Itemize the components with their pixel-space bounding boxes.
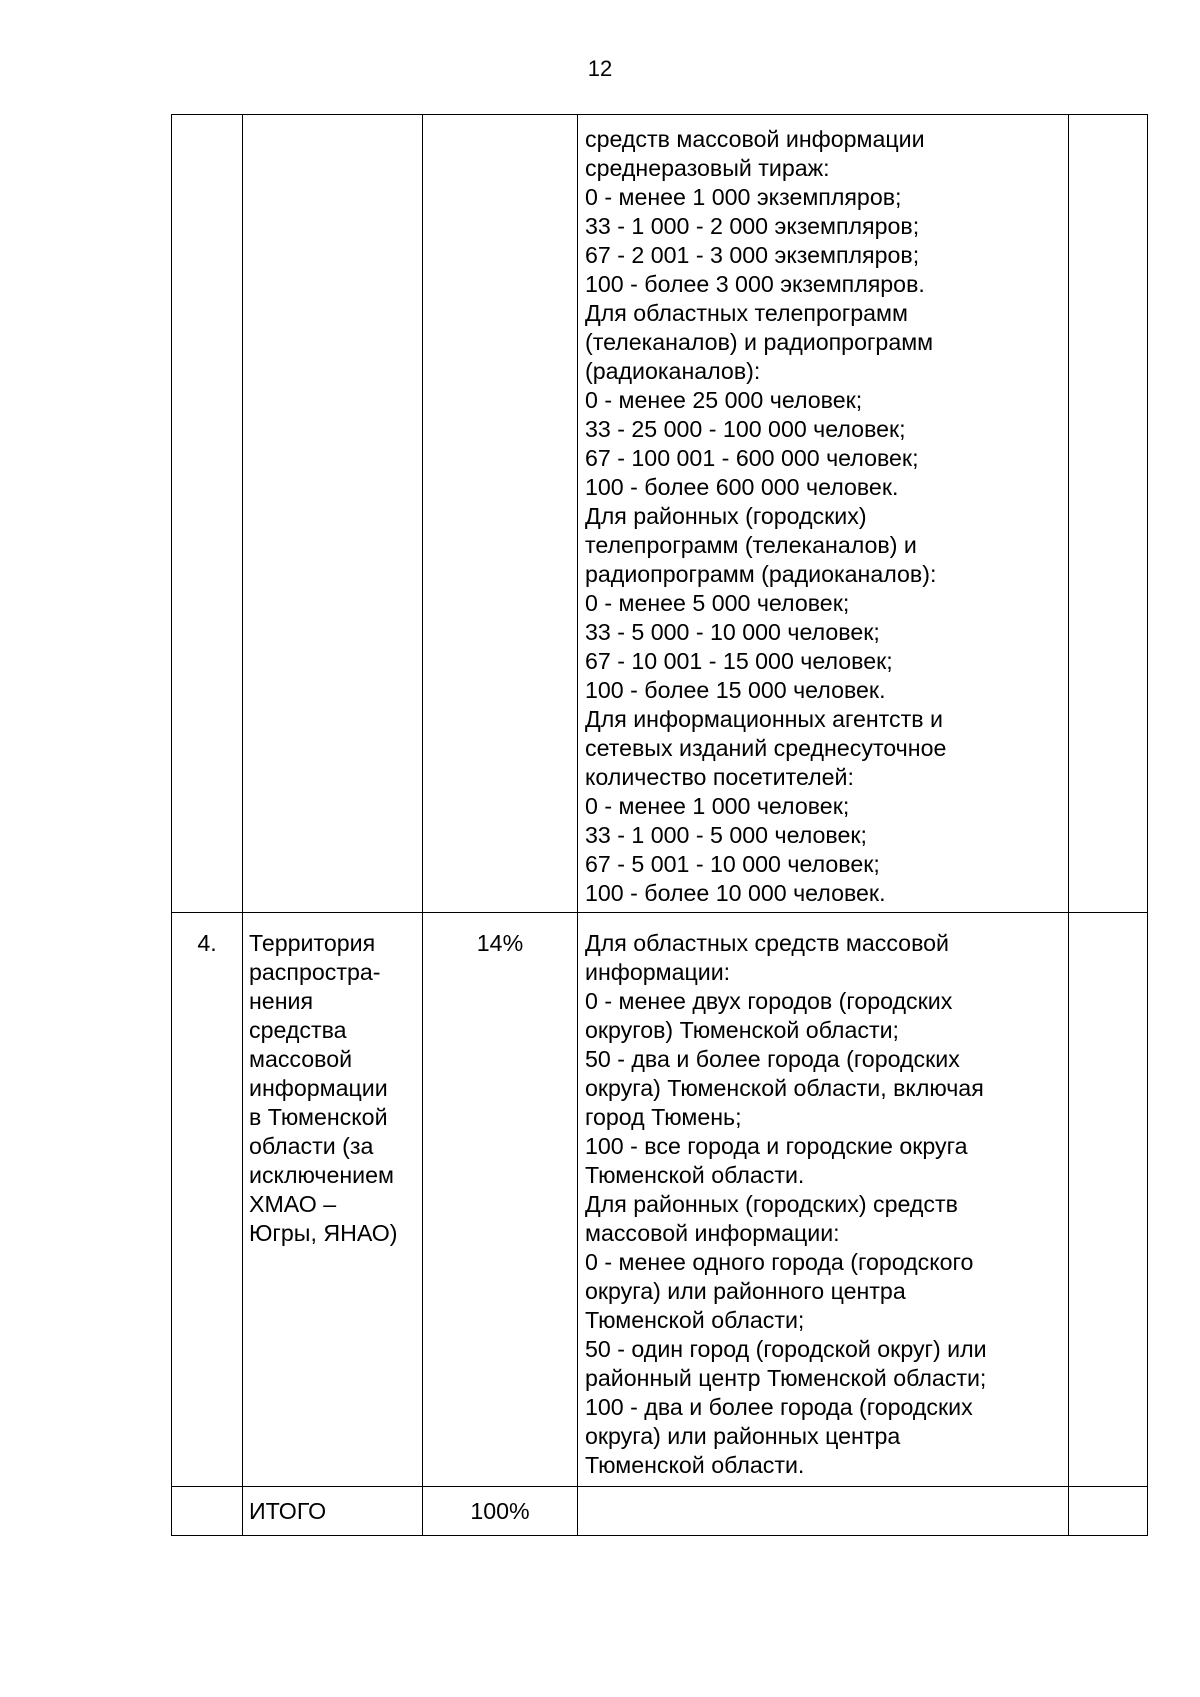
text-line: Для районных (городских) (585, 503, 867, 529)
note-cell (1069, 913, 1148, 1487)
note-cell (1069, 1487, 1148, 1536)
text-line: массовой информации: (585, 1220, 840, 1246)
text-line: 33 - 5 000 - 10 000 человек; (585, 619, 880, 645)
text-line: Югры, ЯНАО) (249, 1220, 398, 1246)
text-line: 50 - два и более города (городских (585, 1046, 960, 1072)
text-line: округа) Тюменской области, включая (585, 1075, 984, 1101)
text-line: информации: (585, 959, 731, 985)
text-line: средства (249, 1017, 347, 1043)
page-number: 12 (587, 56, 613, 81)
text-line: исключением (249, 1162, 394, 1188)
text-line: 33 - 1 000 - 2 000 экземпляров; (585, 213, 920, 239)
scale-cell (578, 115, 1069, 913)
text-line: телепрограмм (телеканалов) и (585, 532, 917, 558)
text-line: Тюменской области. (585, 1452, 805, 1478)
text-line: Тюменской области; (585, 1307, 805, 1333)
text-line: среднеразовый тираж: (585, 155, 830, 181)
text-line: 0 - менее двух городов (городских (585, 988, 953, 1014)
total-label: ИТОГО (243, 1487, 423, 1536)
text-line: 100 - более 10 000 человек. (585, 880, 886, 906)
scale-cell (578, 913, 1069, 1487)
text-line: город Тюмень; (585, 1104, 742, 1130)
text-line: (телеканалов) и радиопрограмм (585, 329, 934, 355)
text-line: 0 - менее 1 000 человек; (585, 793, 850, 819)
text-line: 67 - 10 001 - 15 000 человек; (585, 648, 893, 674)
text-line: сетевых изданий среднесуточное (585, 735, 947, 761)
text-line: 0 - менее 1 000 экземпляров; (585, 184, 902, 210)
text-line: массовой (249, 1046, 353, 1072)
text-line: Территория (249, 930, 376, 956)
text-line: средств массовой информации (585, 126, 925, 152)
text-line: Для районных (городских) средств (585, 1191, 958, 1217)
table-row-total (172, 1487, 1148, 1536)
text-line: 100 - все города и городские округа (585, 1133, 968, 1159)
text-line: (радиоканалов): (585, 358, 761, 384)
text-line: 67 - 100 001 - 600 000 человек; (585, 445, 919, 471)
criterion-cell (243, 115, 423, 913)
row-number-cell (172, 115, 243, 913)
row-number-cell (172, 1487, 243, 1536)
weight-cell: 14% (423, 913, 578, 1487)
text-line: распростра- (249, 959, 381, 985)
criteria-table (171, 114, 1148, 1536)
text-line: в Тюменской (249, 1104, 388, 1130)
text-line: 100 - более 600 000 человек. (585, 474, 899, 500)
text-line: округов) Тюменской области; (585, 1017, 899, 1043)
text-line: Для областных средств массовой (585, 930, 949, 956)
table-row-4 (172, 913, 1148, 1487)
text-line: 0 - менее 25 000 человек; (585, 387, 863, 413)
criterion-cell (243, 913, 423, 1487)
text-line: 67 - 5 001 - 10 000 человек; (585, 851, 880, 877)
text-line: ХМАО – (249, 1191, 337, 1217)
text-line: 0 - менее 5 000 человек; (585, 590, 850, 616)
weight-cell (423, 115, 578, 913)
text-line: области (за (249, 1133, 374, 1159)
text-line: 50 - один город (городской округ) или (585, 1336, 987, 1362)
text-line: нения (249, 988, 314, 1014)
text-line: районный центр Тюменской области; (585, 1365, 987, 1391)
text-line: 67 - 2 001 - 3 000 экземпляров; (585, 242, 920, 268)
text-line: Для областных телепрограмм (585, 300, 908, 326)
text-line: информации (249, 1075, 388, 1101)
text-line: округа) или районных центра (585, 1423, 901, 1449)
table-row-continuation (172, 115, 1148, 913)
text-line: количество посетителей: (585, 764, 854, 790)
text-line: 0 - менее одного города (городского (585, 1249, 974, 1275)
scale-cell (578, 1487, 1069, 1536)
text-line: Тюменской области. (585, 1162, 805, 1188)
text-line: 100 - более 3 000 экземпляров. (585, 271, 925, 297)
total-weight: 100% (423, 1487, 578, 1536)
text-line: 33 - 25 000 - 100 000 человек; (585, 416, 906, 442)
text-line: 100 - два и более города (городских (585, 1394, 973, 1420)
text-line: округа) или районного центра (585, 1278, 906, 1304)
text-line: Для информационных агентств и (585, 706, 943, 732)
text-line: радиопрограмм (радиоканалов): (585, 561, 937, 587)
text-line: 33 - 1 000 - 5 000 человек; (585, 822, 867, 848)
text-line: 100 - более 15 000 человек. (585, 677, 886, 703)
row-number-cell: 4. (172, 913, 243, 1487)
note-cell (1069, 115, 1148, 913)
